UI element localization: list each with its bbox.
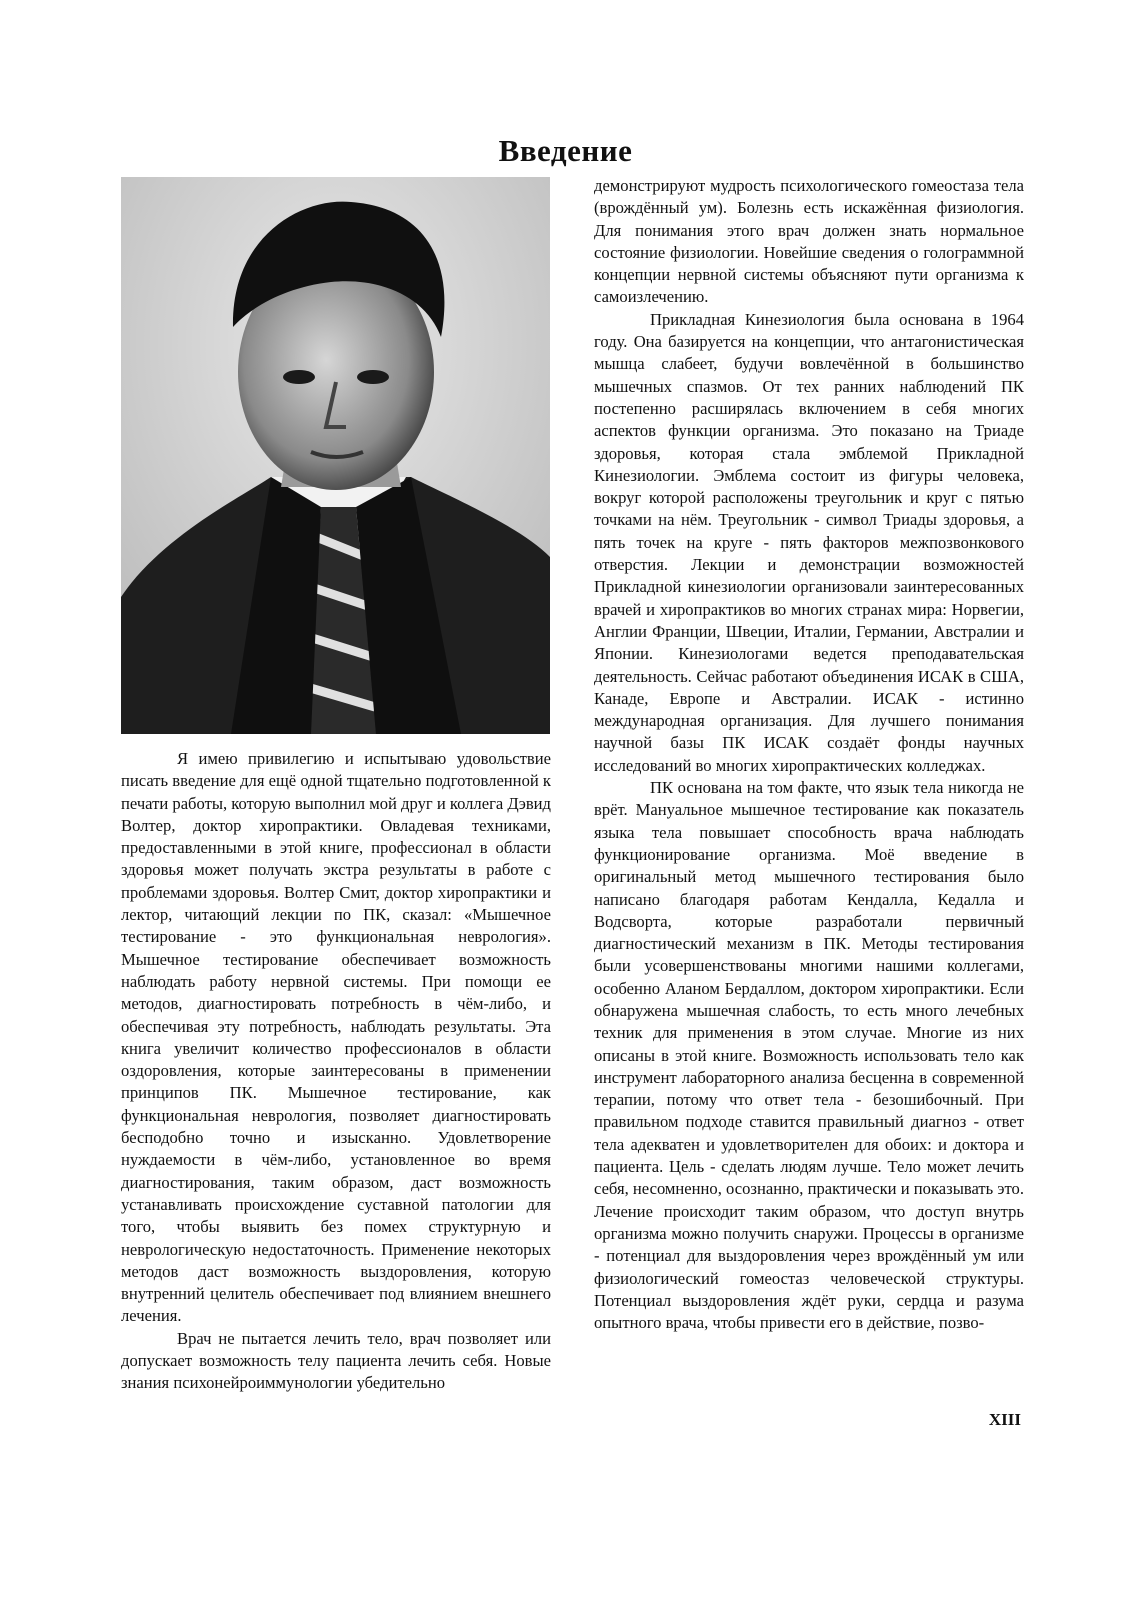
portrait-photo: [121, 177, 550, 734]
right-text-column: [594, 175, 1024, 1334]
paragraph: Я имею привилегию и испытываю удовольствие писать введение для ещё одной тщательно подготовленной к печати работы, которую выполнил мой друг и коллега Дэвид Волтер, доктор хиропрактики. Овладевая техниками, предоставленными в этой книге, профессионал в области здоровья может получать экстра результаты в работе с проблемами здоровья. Волтер Смит, доктор хиропрактики и лектор, читающий лекции по ПК, сказал: «Мышечное тестирование - это функциональная неврология». Мышечное тестирование обеспечивает возможность наблюдать работу нервной системы. При помощи ее методов, диагностировать потребность в чём-либо, и обеспечивая эту потребность, наблюдать результаты. Эта книга увеличит количество профессионалов в области оздоровления, которые заинтересованы в применении принципов ПК. Мышечное тестирование, как функциональная неврология, позволяет диагностировать бесподобно точно и изысканно. Удовлетворение нуждаемости в чём-либо, установленное во время диагностирования, таким образом, даст возможность устанавливать происхождение суставной патологии для того, чтобы выявить без помех структурную и неврологическую недостаточность. Применение некоторых методов даст возможность выздоровления, которую внутренний целитель обеспечивает под влиянием внешнего лечения.: [121, 749, 552, 1326]
portrait-photo-icon: [121, 177, 550, 734]
paragraph: Прикладная Кинезиология была основана в 1964 году. Она базируется на концепции, что антагонистическая мышца слабеет, будучи вовлечённой в большинство мышечных спазмов. От тех ранних наблюдений ПК постепенно расширялась включением в себя многих аспектов функции организма. Это показано на Триаде здоровья, которая стала эмблемой Прикладной Кинезиологии. Эмблема состоит из фигуры человека, вокруг которой расположены треугольник и круг с пятью точками на нём. Треугольник - символ Триады здоровья, а пять точек на круге - пять факторов межпозвонкового отверстия. Лекции и демонстрации возможностей Прикладной кинезиологии организовали заинтересованных врачей и хиропрактиков во многих странах мира: Норвегии, Англии Франции, Швеции, Италии, Германии, Австралии и Японии. Кинезиологами ведется преподавательская деятельность. Сейчас работают объединения ИСАК в США, Канаде, Европе и Австралии. ИСАК - истинно международная организация. Для лучшего понимания научной базы ПК ИСАК создаёт фонды научных исследований во многих хиропрактических колледжах.: [594, 309, 1024, 775]
paragraph: Врач не пытается лечить тело, врач позволяет или допускает возможность телу пациента лечить себя. Новые знания психонейроиммунологии убедительно: [121, 1328, 551, 1393]
page-number: XIII: [988, 1410, 1021, 1429]
paragraph: ПК основана на том факте, что язык тела никогда не врёт. Мануальное мышечное тестирование как показатель языка тела повышает способность врача наблюдать функционирование организма. Моё введение в оригинальный метод мышечного тестирования было написано благодаря работам Кендалла, Кедалла и Водсворта, которые разработали первичный диагностический механизм в ПК. Методы тестирования были усовершенствованы многими нашими коллегами, особенно Аланом Бердаллом, доктором хиропрактики. Если обнаружена мышечная слабость, то есть много лечебных техник для применения в этом случае. Многие из них описаны в этой книге. Возможность использовать тело как инструмент лабораторного анализа бесценна в современной терапии, потому что ответ тела - безошибочный. При правильном подходе ставится правильный диагноз - ответ тела адекватен и удовлетворителен для обоих: и доктора и пациента. Цель - сделать людям лучше. Тело может лечить себя, несомненно, осознанно, практически и показывать это. Лечение происходит таким образом, что доступ внутрь организма можно получить снаружи. Процессы в организме - потенциал для выздоровления через врождённый ум или физиологический гомеостаз человеческой структуры. Потенциал выздоровления ждёт руки, сердца и разума опытного врача, чтобы привести его в действие, позво-: [594, 778, 1024, 1333]
page-title: Введение: [498, 132, 633, 168]
paragraph-continuation: демонстрируют мудрость психологического гомеостаза тела (врождённый ум). Болезнь есть искажённая физиология. Для понимания этого врач должен знать нормальное состояние физиологии. Новейшие сведения о голограммной концепции нервной системы объясняют пути организма к самоизлечению.: [594, 176, 1024, 307]
left-text-column: [121, 748, 551, 1395]
